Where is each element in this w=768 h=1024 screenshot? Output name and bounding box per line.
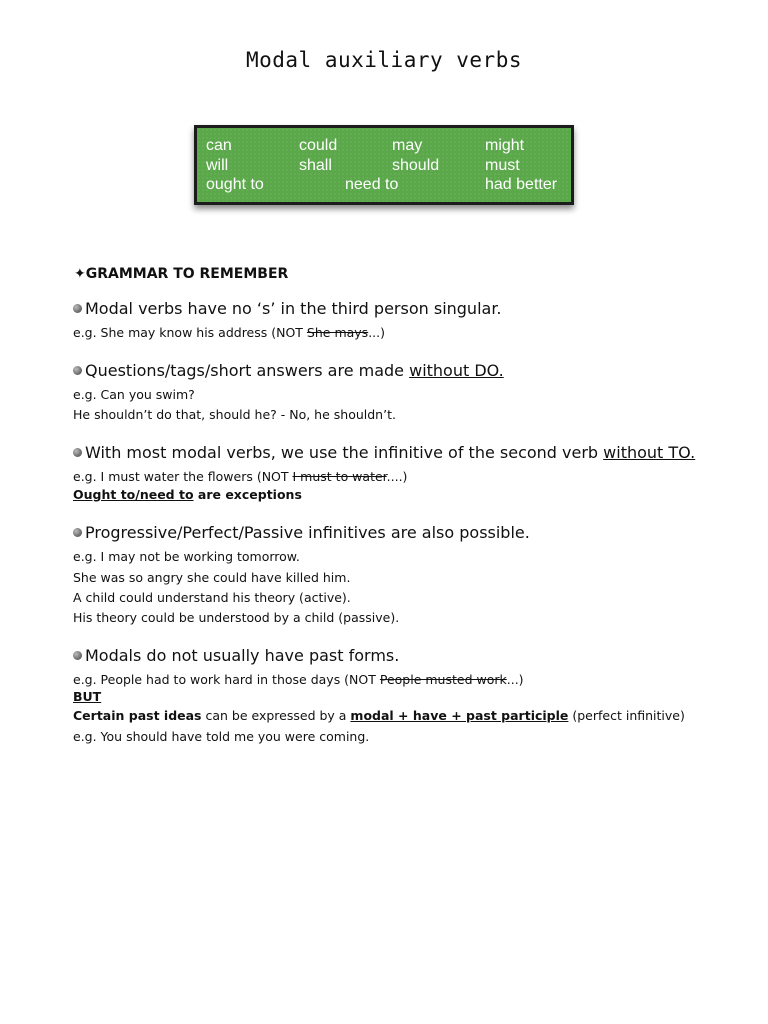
modal-will: will: [206, 157, 229, 174]
example-4b: She was so angry she could have killed him.: [73, 570, 351, 585]
star-icon: ✦: [74, 266, 86, 282]
heading-text: GRAMMAR TO REMEMBER: [85, 266, 289, 282]
modal-could: could: [299, 137, 338, 154]
underlined-text: Ought to/need to: [73, 487, 194, 502]
struck-text: She mays: [306, 325, 369, 340]
page-title: Modal auxiliary verbs: [245, 48, 522, 72]
modal-ought-to: ought to: [206, 176, 264, 193]
example-5c: e.g. You should have told me you were coming.: [73, 729, 370, 744]
example-4a: e.g. I may not be working tomorrow.: [73, 549, 300, 564]
example-text: e.g. People had to work hard in those days (NOT: [73, 672, 380, 687]
example-text: (perfect infinitive): [568, 708, 685, 723]
example-4c: A child could understand his theory (active).: [73, 590, 351, 605]
modal-had-better: had better: [485, 176, 558, 193]
bullet-icon: [73, 448, 82, 457]
rule-5: [73, 646, 399, 665]
bullet-icon: [73, 304, 82, 313]
rule-3: [73, 443, 695, 462]
rule-2-text: Questions/tags/short answers are made: [85, 361, 410, 380]
example-2b: He shouldn’t do that, should he? - No, he shouldn’t.: [73, 407, 396, 422]
rule-4: [73, 523, 530, 542]
modal-should: should: [392, 157, 440, 174]
example-text: ....): [386, 469, 408, 484]
bullet-icon: [73, 528, 82, 537]
example-5a: [73, 672, 524, 687]
rule-4-text: Progressive/Perfect/Passive infinitives are also possible.: [85, 523, 530, 542]
example-text: e.g. I must water the flowers (NOT: [73, 469, 293, 484]
but-label: BUT: [73, 689, 102, 704]
example-3b: [73, 487, 302, 502]
example-text: ...): [368, 325, 385, 340]
example-text: ...): [506, 672, 524, 687]
example-3a: [73, 469, 407, 484]
modal-need-to: need to: [345, 176, 399, 193]
example-5b: [73, 708, 685, 723]
bold-underlined-text: modal + have + past participle: [350, 708, 569, 723]
rule-1: [73, 299, 502, 318]
struck-text: I must to water: [292, 469, 387, 484]
example-1: [73, 325, 385, 340]
bold-text: Certain past ideas: [73, 708, 202, 723]
bullet-icon: [73, 651, 82, 660]
modal-might: might: [485, 137, 525, 154]
rule-5-text: Modals do not usually have past forms.: [85, 646, 400, 665]
modal-must: must: [485, 157, 520, 174]
bullet-icon: [73, 366, 82, 375]
modal-shall: shall: [299, 157, 332, 174]
rule-2: [73, 361, 504, 380]
underlined-text: without TO.: [603, 443, 696, 462]
example-text: are exceptions: [193, 487, 302, 502]
example-2a: e.g. Can you swim?: [73, 387, 195, 402]
example-4d: His theory could be understood by a child (passive).: [73, 610, 400, 625]
rule-1-text: Modal verbs have no ‘s’ in the third person singular.: [85, 299, 502, 318]
section-heading: [74, 266, 288, 282]
modal-may: may: [392, 137, 423, 154]
rule-3-text: With most modal verbs, we use the infinitive of the second verb: [85, 443, 604, 462]
modal-can: can: [206, 137, 232, 154]
struck-text: People musted work: [379, 672, 507, 687]
example-text: e.g. She may know his address (NOT: [73, 325, 307, 340]
example-text: can be expressed by a: [201, 708, 351, 723]
underlined-text: without DO.: [409, 361, 504, 380]
